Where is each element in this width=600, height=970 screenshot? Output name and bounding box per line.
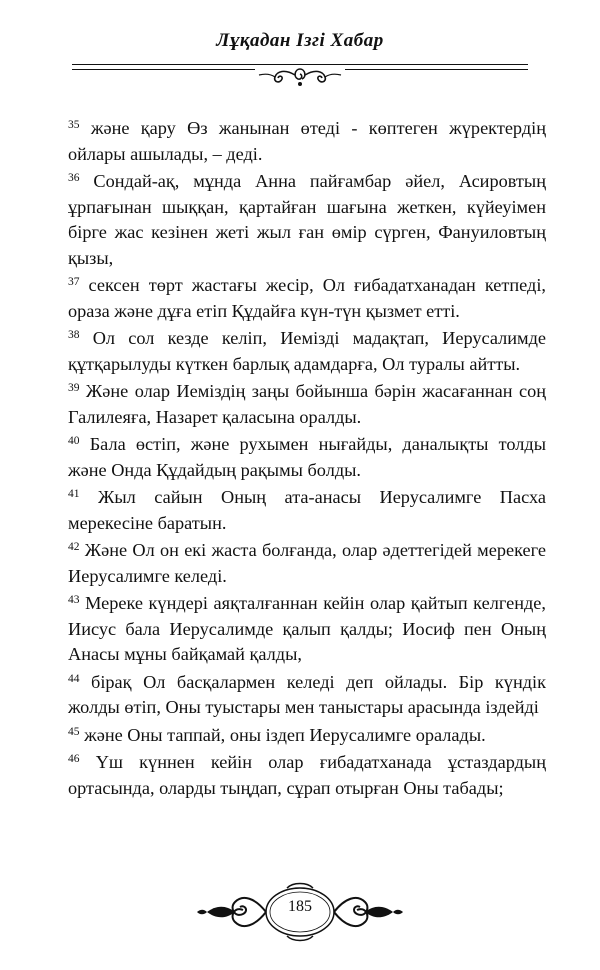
verse-number: 37: [68, 276, 80, 288]
verse-number: 35: [68, 119, 80, 131]
verse-text: бірақ Ол басқалармен келеді деп ойлады. Бір күндік жолды өтіп, Оны туыстары мен таныстары арасында іздейді: [68, 671, 546, 717]
verse-number: 40: [68, 435, 80, 447]
verse-number: 42: [68, 541, 80, 553]
verse-37: [68, 273, 546, 324]
verse-text: Үш күннен кейін олар ғибадатханада ұстаздардың ортасында, оларды тыңдап, сұрап отырған Оны табады;: [68, 752, 546, 798]
verse-35: [68, 116, 546, 167]
verse-text: Және олар Иеміздің заңы бойынша бәрін жасағаннан соң Галилеяға, Назарет қаласына оралды.: [68, 381, 546, 427]
verse-text: сексен төрт жастағы жесір, Ол ғибадатханадан кетпеді, ораза және дұға етіп Құдайға күн-түн қызмет етті.: [68, 275, 546, 321]
header-ornament-icon: [255, 65, 345, 89]
verse-text: және Оны таппай, оны іздеп Иерусалимге оралады.: [84, 724, 486, 745]
verse-number: 46: [68, 753, 80, 765]
verse-number: 44: [68, 672, 80, 685]
verse-number: 43: [68, 594, 80, 606]
verse-number: 36: [68, 172, 80, 184]
verse-text: Және Ол он екі жаста болғанда, олар әдеттегідей мерекеге Иерусалимге келеді.: [68, 540, 546, 586]
verse-text: Сондай-ақ, мұнда Анна пайғамбар әйел, Асировтың ұрпағынан шыққан, қартайған шағына жеткен, күйеуімен бірге жас кезінен жеті жыл ған өмір сүрген, Фануиловтың қызы,: [68, 171, 546, 268]
verse-38: [68, 326, 546, 377]
verse-41: [68, 485, 546, 536]
verse-text: және қару Өз жанынан өтеді - көптеген жүректердің ойлары ашылады, – деді.: [68, 118, 546, 164]
verse-43: [68, 591, 546, 668]
verse-46: [68, 750, 546, 801]
verse-40: [68, 432, 546, 483]
verse-44: [68, 670, 546, 721]
verse-39: [68, 379, 546, 430]
verse-body: [68, 116, 546, 803]
verse-text: Жыл сайын Оның ата-анасы Иерусалимге Пасха мерекесіне баратын.: [68, 487, 546, 533]
page-number: 185: [288, 898, 312, 915]
verse-42: [68, 538, 546, 589]
verse-number: 45: [68, 725, 80, 738]
verse-text: Мереке күндері аяқталғаннан кейін олар қайтып келгенде, Иисус бала Иерусалимде қалып қалды; Иосиф пен Оның Анасы мұны байқамай қалды,: [68, 593, 546, 664]
verse-number: 39: [68, 382, 80, 394]
verse-36: [68, 169, 546, 271]
running-header: Лұқадан Ізгі Хабар: [216, 30, 384, 51]
verse-number: 38: [68, 329, 80, 341]
verse-text: Ол сол кезде келіп, Иемізді мадақтап, Иерусалимде құтқарылуды күткен барлық адамдарға, Ол туралы айтты.: [68, 328, 546, 374]
verse-number: 41: [68, 488, 80, 500]
verse-45: [68, 723, 546, 749]
verse-text: Бала өстіп, және рухымен нығайды, даналықты толды және Онда Құдайдың рақымы болды.: [68, 434, 546, 480]
